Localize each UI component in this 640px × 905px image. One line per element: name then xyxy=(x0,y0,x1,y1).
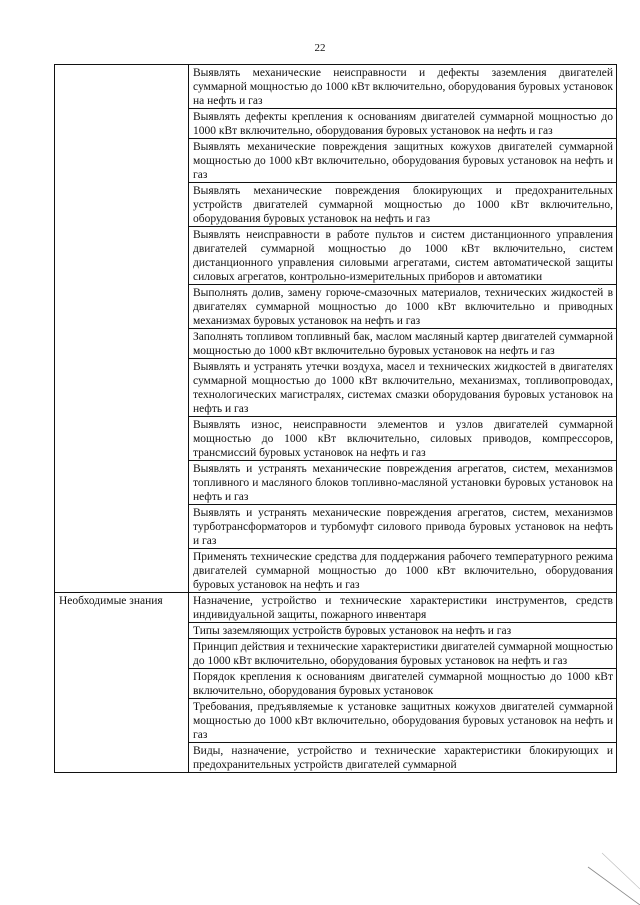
row-description-cell: Применять технические средства для поддержания рабочего температурного режима двигателей суммарной мощностью до 1000 кВт включительно, оборудования буровых установок на нефть и газ xyxy=(189,549,617,593)
row-description-cell: Выполнять долив, замену горюче-смазочных материалов, технических жидкостей в двигателях суммарной мощностью до 1000 кВт включительно и приводных механизмах буровых установок на нефть и газ xyxy=(189,285,617,329)
page-corner-fold-mark xyxy=(580,845,640,905)
row-description-cell: Требования, предъявляемые к установке защитных кожухов двигателей суммарной мощностью до 1000 кВт включительно, оборудования буровых установок на нефть и газ xyxy=(189,699,617,743)
table-row xyxy=(55,593,617,623)
page-number: 22 xyxy=(314,42,326,54)
row-description-cell: Выявлять механические повреждения защитных кожухов двигателей суммарной мощностью до 1000 кВт включительно, оборудования буровых установок на нефть и газ xyxy=(189,139,617,183)
row-description-cell: Выявлять и устранять утечки воздуха, масел и технических жидкостей в двигателях суммарной мощностью до 1000 кВт включительно, механизмах, топливопроводах, технологических магистралях, системах смазки оборудования буровых установок на нефть и газ xyxy=(189,359,617,417)
row-description-cell: Типы заземляющих устройств буровых установок на нефть и газ xyxy=(189,623,617,639)
table-row xyxy=(55,65,617,109)
row-label-cell xyxy=(55,65,189,593)
skills-knowledge-table xyxy=(54,64,617,773)
row-description-cell: Выявлять дефекты крепления к основаниям двигателей суммарной мощностью до 1000 кВт включительно, оборудования буровых установок на нефть и газ xyxy=(189,109,617,139)
row-description-cell: Виды, назначение, устройство и технические характеристики блокирующих и предохранительных устройств двигателей суммарной xyxy=(189,743,617,773)
row-description-cell: Выявлять неисправности в работе пультов и систем дистанционного управления двигателей суммарной мощностью до 1000 кВт включительно, систем дистанционного управления силовыми агрегатами, систем автоматической защиты силовых агрегатов, контрольно-измерительных приборов и автоматики xyxy=(189,227,617,285)
row-description-cell: Выявлять и устранять механические повреждения агрегатов, систем, механизмов топливного и масляного блоков топливно-масляной установки буровых установок на нефть и газ xyxy=(189,461,617,505)
section-label-required-knowledge: Необходимые знания xyxy=(55,593,189,773)
row-description-cell: Выявлять механические повреждения блокирующих и предохранительных устройств двигателей суммарной мощностью до 1000 кВт включительно, оборудования буровых установок на нефть и газ xyxy=(189,183,617,227)
row-description-cell: Выявлять и устранять механические повреждения агрегатов, систем, механизмов турботрансформаторов и турбомуфт силового привода буровых установок на нефть и газ xyxy=(189,505,617,549)
row-description-cell: Заполнять топливом топливный бак, маслом масляный картер двигателей суммарной мощностью до 1000 кВт включительно буровых установок на нефть и газ xyxy=(189,329,617,359)
row-description-cell: Порядок крепления к основаниям двигателей суммарной мощностью до 1000 кВт включительно, оборудования буровых установок xyxy=(189,669,617,699)
row-description-cell: Выявлять износ, неисправности элементов и узлов двигателей суммарной мощностью до 1000 кВт включительно, силовых приводов, компрессоров, трансмиссий буровых установок на нефть и газ xyxy=(189,417,617,461)
row-description-cell: Назначение, устройство и технические характеристики инструментов, средств индивидуальной защиты, пожарного инвентаря xyxy=(189,593,617,623)
row-description-cell: Выявлять механические неисправности и дефекты заземления двигателей суммарной мощностью до 1000 кВт включительно, оборудования буровых установок на нефть и газ xyxy=(189,65,617,109)
row-description-cell: Принцип действия и технические характеристики двигателей суммарной мощностью до 1000 кВт включительно, оборудования буровых установок на нефть и газ xyxy=(189,639,617,669)
